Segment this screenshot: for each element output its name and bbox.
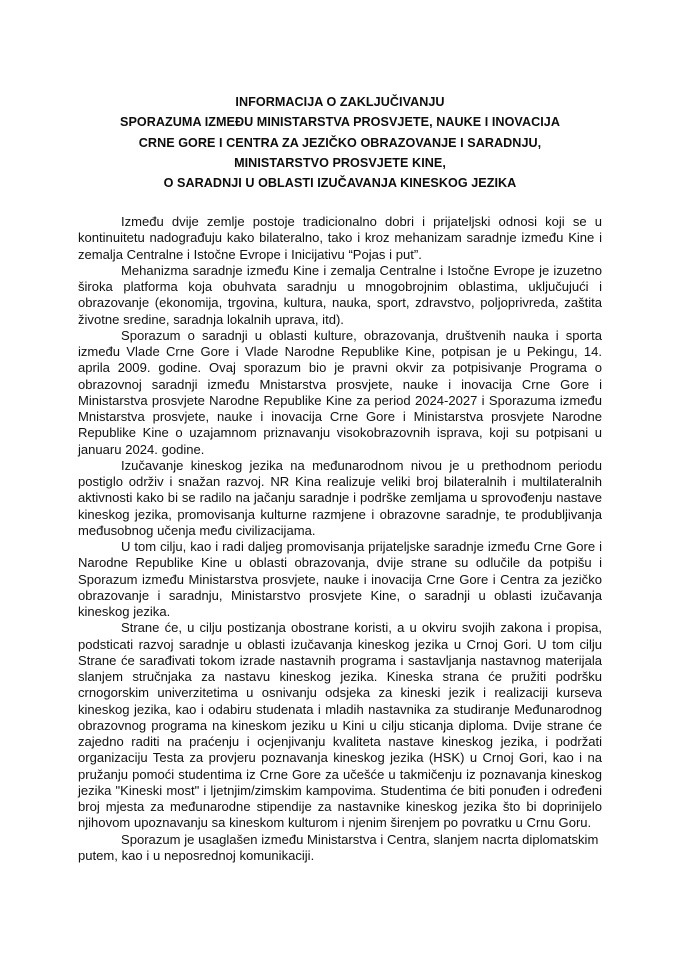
paragraph-3: Sporazum o saradnji u oblasti kulture, obrazovanja, društvenih nauka i sporta između Vlade Crne Gore i Vlade Narodne Republike Kine, potpisan je u Pekingu, 14. aprila 2009. godine. Ovaj sporazum bio je pravni okvir za potpisivanje Programa o obrazovnoj saradnji između Mnistarstva prosvjete, nauke i inovacija Crne Gore i Ministarstva prosvjete Narodne Republike Kine za period 2024-2027 i Sporazuma između Mnistarstva prosvjete, nauke i inovacija Crne Gore i Ministarstva prosvjete Narodne Republike Kine o uzajamnom priznavanju visokobrazovnih isprava, koji su potpisani u januaru 2024. godine.	[78, 327, 602, 457]
title-line-5: O SARADNJI U OBLASTI IZUČAVANJA KINESKOG JEZIKA	[163, 176, 517, 191]
paragraph-1: Između dvije zemlje postoje tradicionalno dobri i prijateljski odnosi koji se u kontinuitetu nadograđuju kako bilateralno, tako i kroz mehanizam saradnje između Kine i zemalja Centralne i Istočne Evrope i Inicijativu “Pojas i put”.	[78, 214, 602, 262]
document-body	[78, 214, 602, 864]
title-line-4: MINISTARSTVO PROSVJETE KINE,	[234, 155, 446, 170]
paragraph-2: Mehanizma saradnje između Kine i zemalja Centralne i Istočne Evrope je izuzetno široka platforma koja obuhvata saradnju u mnogobrojnim oblastima, uključujući i obrazovanje (ekonomija, trgovina, kultura, nauka, sport, zdravstvo, poljoprivreda, zaštita životne sredine, saradnja lokalnih uprava, itd).	[78, 262, 602, 327]
title-line-3: CRNE GORE I CENTRA ZA JEZIČKO OBRAZOVANJE I SARADNJU,	[138, 135, 542, 150]
document-title	[62, 92, 618, 193]
title-line-2: SPORAZUMA IZMEĐU MINISTARSTVA PROSVJETE, NAUKE I INOVACIJA	[120, 115, 560, 130]
title-line-1: INFORMACIJA O ZAKLJUČIVANJU	[235, 95, 445, 109]
paragraph-6: Strane će, u cilju postizanja obostrane koristi, a u okviru svojih zakona i propisa, podsticati razvoj saradnje u oblasti izučavanja kineskog jezika u Crnoj Gori. U tom cilju Strane će sarađivati tokom izrade nastavnih programa i sastavljanja nastavnog materijala slanjem stručnjaka za nastavu kineskog jezika. Kineska strana će pružiti podršku crnogorskim univerzitetima u osnivanju odsjeka za kineski jezik i realizaciji kurseva kineskog jezika, kao i odabiru studenata i mladih nastavnika za studiranje Međunarodnog obrazovnog programa na kineskom jeziku u Kini u cilju sticanja diploma. Dvije strane će zajedno raditi na praćenju i ocjenjivanju kvaliteta nastave kineskog jezika, i podržati organizaciju Testa za provjeru poznavanja kineskog jezika (HSK) u Crnoj Gori, kao i na pružanju pomoći studentima iz Crne Gore za učešće u takmičenju iz poznavanja kineskog jezika "Kineski most" i ljetnjim/zimskim kampovima. Studentima će biti ponuđen i određeni broj mjesta za međunarodne stipendije za nastavnike kineskog jezika što bi doprinijelo njihovom upoznavanju sa kineskom kulturom i njenim širenjem po povratku u Crnu Goru.	[78, 620, 602, 831]
paragraph-4: Izučavanje kineskog jezika na međunarodnom nivou je u prethodnom periodu postiglo održiv i snažan razvoj. NR Kina realizuje veliki broj bilateralnih i multilateralnih aktivnosti kako bi se radilo na jačanju saradnje i podrške zemljama u sprovođenju nastave kineskog jezika, promovisanja kulturne razmjene i obrazovne saradnje, te produbljivanja međusobnog učenja među civilizacijama.	[78, 457, 602, 538]
paragraph-7: Sporazum je usaglašen između Ministarstva i Centra, slanjem nacrta diplomatskim putem, kao i u neposrednoj komunikaciji.	[78, 831, 599, 863]
paragraph-5: U tom cilju, kao i radi daljeg promovisanja prijateljske saradnje između Crne Gore i Narodne Republike Kine u oblasti obrazovanja, dvije strane su odlučile da potpišu i Sporazum između Ministarstva prosvjete, nauke i inovacija Crne Gore i Centra za jezičko obrazovanje i saradnju, Ministarstvo prosvjete Kine, o saradnji u oblasti izučavanja kineskog jezika.	[78, 539, 602, 619]
